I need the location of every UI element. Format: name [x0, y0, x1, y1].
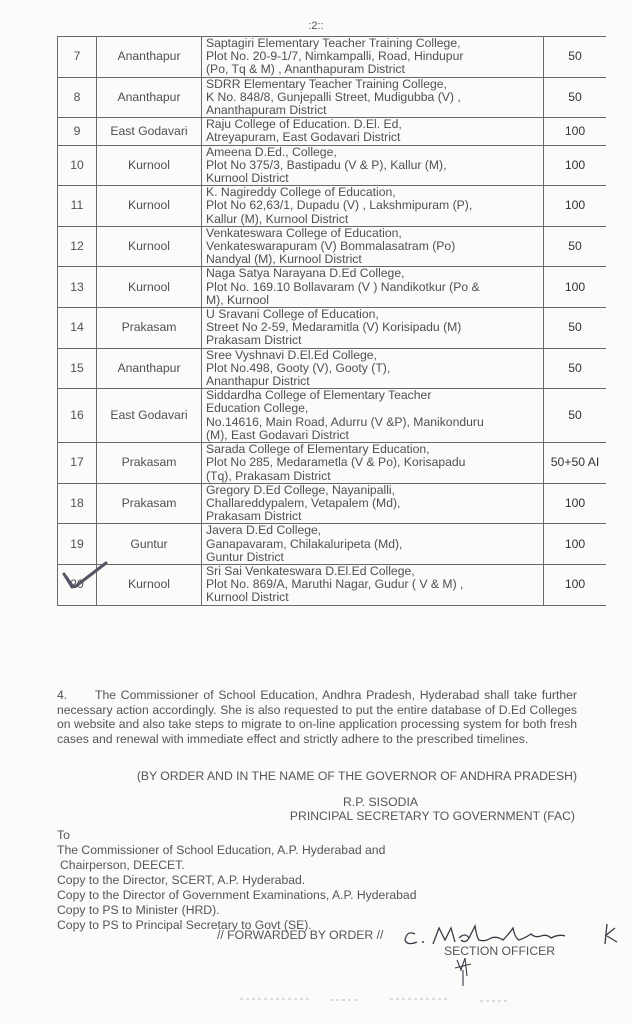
- table-row: [58, 186, 607, 227]
- address-line: Nandyal (M), Kurnool District: [206, 252, 362, 267]
- address-line: Plot No 285, Medarametla (V & Po), Korisapadu: [206, 455, 466, 470]
- intake-cell: 50+50 AI: [544, 443, 607, 484]
- college-address-cell: [202, 483, 544, 524]
- address-line: Kurnool District: [206, 171, 289, 186]
- college-address-cell: [202, 267, 544, 308]
- address-line: Sree Vyshnavi D.El.Ed College,: [206, 347, 377, 362]
- table-row: [58, 226, 607, 267]
- district-cell: Guntur: [97, 524, 202, 565]
- district-cell: East Godavari: [97, 389, 202, 443]
- address-line: Prakasam District: [206, 333, 302, 348]
- table-row: [58, 308, 607, 349]
- address-line: Sarada College of Elementary Education,: [206, 442, 430, 457]
- address-line: U Sravani College of Education,: [206, 307, 379, 322]
- colleges-table-body: [58, 37, 607, 606]
- college-address-cell: [202, 524, 544, 565]
- table-row: [58, 524, 607, 565]
- section-officer-label: SECTION OFFICER: [444, 944, 556, 958]
- district-cell: Kurnool: [97, 186, 202, 227]
- order-line: (BY ORDER AND IN THE NAME OF THE GOVERNOR OF ANDHRA PRADESH): [136, 769, 577, 783]
- serial-number-cell: 9: [58, 118, 97, 145]
- college-address-cell: [202, 564, 544, 605]
- table-row: [58, 348, 607, 389]
- address-line: Plot No. 20-9-1/7, Nimkampalli, Road, Hindupur: [206, 49, 464, 64]
- table-row: [58, 77, 607, 118]
- intake-cell: 50: [544, 226, 607, 267]
- address-line: Atreyapuram, East Godavari District: [206, 130, 401, 145]
- address-line: Prakasam District: [206, 509, 302, 524]
- table-row: [58, 564, 607, 605]
- address-line: Venkateswarapuram (V) Bommalasatram (Po): [206, 239, 456, 254]
- address-line: K. Nagireddy College of Education,: [206, 185, 396, 200]
- address-line: Saptagiri Elementary Teacher Training College,: [206, 36, 461, 50]
- signature-handwritten: [395, 920, 632, 990]
- address-line: Plot No. 869/A, Maruthi Nagar, Gudur ( V & M) ,: [206, 577, 464, 592]
- recipients-block: [57, 828, 417, 933]
- address-line: Ananthapuram District: [206, 103, 327, 118]
- address-line: Plot No 375/3, Bastipadu (V & P), Kallur (M),: [206, 157, 447, 172]
- address-line: Kurnool District: [206, 590, 289, 605]
- serial-number-cell: 14: [58, 308, 97, 349]
- college-address-cell: [202, 77, 544, 118]
- table-row: [58, 389, 607, 443]
- address-line: Plot No. 169.10 Bollavaram (V ) Nandikotkur (Po &: [206, 279, 480, 294]
- address-line: (Tq), Prakasam District: [206, 468, 331, 483]
- district-cell: East Godavari: [97, 118, 202, 145]
- paragraph-text: The Commissioner of School Education, Andhra Pradesh, Hyderabad shall take further necessary action accordingly. She is also requested to put the entire database of D.Ed Colleges on website and also take steps to migrate to on-line application processing system for both fresh cases and renewal with immediate effect and strictly adhere to the prescribed timelines.: [57, 688, 577, 746]
- college-address-cell: [202, 37, 544, 78]
- district-cell: Kurnool: [97, 564, 202, 605]
- college-address-cell: [202, 443, 544, 484]
- recipient-line: Chairperson, DEECET.: [60, 858, 185, 872]
- intake-cell: 100: [544, 564, 607, 605]
- table-row: [58, 267, 607, 308]
- address-line: Plot No.498, Gooty (V), Gooty (T),: [206, 360, 391, 375]
- serial-number-cell: 15: [58, 348, 97, 389]
- address-line: Raju College of Education. D.El. Ed,: [206, 117, 402, 132]
- district-cell: Kurnool: [97, 267, 202, 308]
- intake-cell: 100: [544, 118, 607, 145]
- address-line: Sri Sai Venkateswara D.El.Ed College,: [206, 563, 415, 578]
- address-line: Venkateswara College of Education,: [206, 225, 402, 240]
- address-line: No.14616, Main Road, Adurru (V &P), Manikonduru: [206, 414, 484, 429]
- check-mark-icon: [62, 560, 108, 592]
- intake-cell: 50: [544, 77, 607, 118]
- address-line: Gregory D.Ed College, Nayanipalli,: [206, 482, 395, 497]
- intake-cell: 100: [544, 267, 607, 308]
- serial-number-cell: 11: [58, 186, 97, 227]
- recipient-line: Copy to the Director of Government Examinations, A.P. Hyderabad: [57, 888, 417, 902]
- scan-artifact-line: [60, 995, 620, 1007]
- recipient-line: Copy to PS to Principal Secretary to Govt (SE).: [57, 918, 312, 932]
- address-line: Challareddypalem, Vetapalem (Md),: [206, 495, 401, 510]
- recipient-line: Copy to PS to Minister (HRD).: [57, 903, 220, 917]
- address-line: (M), East Godavari District: [206, 427, 349, 442]
- intake-cell: 50: [544, 308, 607, 349]
- address-line: SDRR Elementary Teacher Training College,: [206, 76, 447, 91]
- college-address-cell: [202, 118, 544, 145]
- recipient-line: The Commissioner of School Education, A.P. Hyderabad and: [57, 843, 386, 857]
- college-address-cell: [202, 389, 544, 443]
- serial-number-cell: 13: [58, 267, 97, 308]
- paragraph-4: [57, 688, 577, 746]
- intake-cell: 100: [544, 186, 607, 227]
- college-address-cell: [202, 348, 544, 389]
- district-cell: Prakasam: [97, 308, 202, 349]
- address-line: M), Kurnool: [206, 292, 269, 307]
- district-cell: Ananthapur: [97, 77, 202, 118]
- intake-cell: 50: [544, 37, 607, 78]
- district-cell: Kurnool: [97, 226, 202, 267]
- serial-number-cell: 19: [58, 524, 97, 565]
- serial-number-cell: 8: [58, 77, 97, 118]
- address-line: Javera D.Ed College,: [206, 523, 322, 538]
- serial-number-cell: 7: [58, 37, 97, 78]
- recipient-line: Copy to the Director, SCERT, A.P. Hyderabad.: [57, 873, 306, 887]
- intake-cell: 50: [544, 348, 607, 389]
- serial-number-cell: 10: [58, 145, 97, 186]
- forwarded-by-order: // FORWARDED BY ORDER //: [217, 928, 384, 942]
- address-line: Street No 2-59, Medaramitla (V) Korisipadu (M): [206, 320, 462, 335]
- serial-number-cell: 18: [58, 483, 97, 524]
- address-line: Guntur District: [206, 549, 284, 564]
- intake-cell: 50: [544, 389, 607, 443]
- serial-number-cell: 20: [58, 564, 97, 605]
- table-row: [58, 118, 607, 145]
- table-row: [58, 145, 607, 186]
- address-line: Siddardha College of Elementary Teacher: [206, 388, 432, 403]
- table-row: [58, 37, 607, 78]
- district-cell: Kurnool: [97, 145, 202, 186]
- college-address-cell: [202, 145, 544, 186]
- table-row: [58, 443, 607, 484]
- address-line: Kallur (M), Kurnool District: [206, 211, 349, 226]
- college-address-cell: [202, 226, 544, 267]
- signatory-title: PRINCIPAL SECRETARY TO GOVERNMENT (FAC): [289, 809, 575, 823]
- serial-number-cell: 12: [58, 226, 97, 267]
- district-cell: Ananthapur: [97, 348, 202, 389]
- signatory-name: R.P. SISODIA: [343, 795, 418, 809]
- address-line: K No. 848/8, Gunjepalli Street, Mudigubba (V) ,: [206, 89, 461, 104]
- table-row: [58, 483, 607, 524]
- address-line: Ananthapur District: [206, 374, 310, 389]
- page-number: :2::: [308, 20, 324, 32]
- intake-cell: 100: [544, 524, 607, 565]
- address-line: (Po, Tq & M) , Ananthapuram District: [206, 62, 405, 77]
- college-address-cell: [202, 308, 544, 349]
- colleges-table: [57, 36, 606, 606]
- serial-number-cell: 16: [58, 389, 97, 443]
- address-line: Ameena D.Ed., College,: [206, 144, 337, 159]
- address-line: Ganapavaram, Chilakaluripeta (Md),: [206, 536, 403, 551]
- district-cell: Prakasam: [97, 443, 202, 484]
- address-line: Plot No 62,63/1, Dupadu (V) , Lakshmipuram (P),: [206, 198, 473, 213]
- intake-cell: 100: [544, 483, 607, 524]
- paragraph-number: 4.: [57, 688, 68, 702]
- to-label: To: [57, 828, 70, 842]
- address-line: Naga Satya Narayana D.Ed College,: [206, 266, 405, 281]
- college-address-cell: [202, 186, 544, 227]
- serial-number-cell: 17: [58, 443, 97, 484]
- intake-cell: 100: [544, 145, 607, 186]
- district-cell: Ananthapur: [97, 37, 202, 78]
- district-cell: Prakasam: [97, 483, 202, 524]
- address-line: Education College,: [206, 401, 309, 416]
